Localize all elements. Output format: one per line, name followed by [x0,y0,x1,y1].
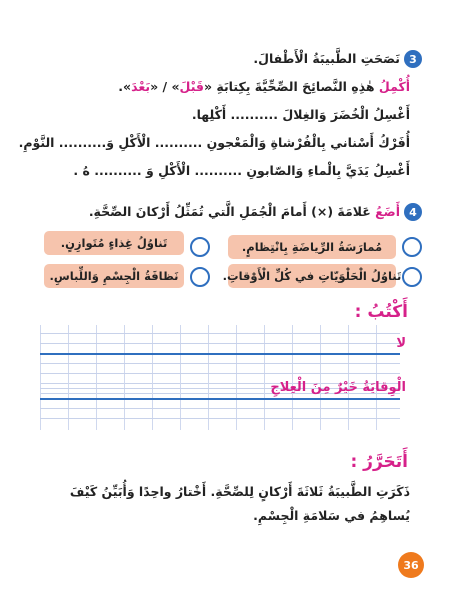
choice-4: نَظافَةُ الْجِسْمِ وَاللِّباسِ. [44,264,184,288]
instruction-separator: » / « [150,79,180,94]
express-heading: أَتَحَرَّرُ : [350,452,408,472]
instruction-text: عَلامَةَ (×) أَمامَ الْجُمَلِ الَّتي تُمَثِّلُ أَرْكانَ الصِّحَّةِ. [88,204,376,219]
write-line-1-text: لا [396,336,406,351]
sentence-3: أَغْسِلُ يَدَيَّ بِالْماءِ وَالصّابونِ .......... الْأَكْلِ وَ .......... هُ . [73,163,410,178]
express-text: ذَكَرَتِ الطَّبيبَةُ ثَلاثَةَ أَرْكانٍ لِلصِّحَّةِ. أَخْتارُ واحِدًا وَأُبَيِّنُ كَيْفَ يُساهِمُ في سَلامَةِ الْجِسْمِ. [69,484,410,523]
section4-instruction [89,203,400,221]
instruction-end: ». [118,79,132,94]
choice-radio-2[interactable] [190,237,210,257]
word-after: بَعْدَ [131,79,151,94]
instruction-verb: أُكْمِلُ [378,79,410,94]
choice-radio-4[interactable] [190,267,210,287]
choice-radio-1[interactable] [402,237,422,257]
section3-instruction [118,78,410,96]
instruction-text: هٰذِهِ النَّصائِحَ الصِّحِّيَّةَ بِكِتابَةِ « [203,79,379,94]
section3-title: نَصَحَتِ الطَّبيبَةُ الْأَطْفالَ. [253,51,400,66]
choice-radio-3[interactable] [402,267,422,287]
choice-2: تَناوُلُ غِذاءٍ مُتَوازِنٍ. [44,231,184,255]
choice-1: مُمارَسَةُ الرِّياضَةِ بِانْتِظامٍ. [228,235,396,259]
word-before: قَبْلَ [179,79,204,94]
sentence-1: أَغْسِلُ الْخُضَرَ وَالغِلالَ .......... أَكْلِها. [191,107,410,122]
exercise-number-4: 4 [404,203,422,221]
exercise-number-3: 3 [404,50,422,68]
sentence-2: أُفَرْكُ أَسْناني بِالْفُرْشاةِ وَالْمَعْجونِ .......... الْأَكْلِ وَ.......... النَّوْمِ. [18,135,410,150]
choice-3: تَناوُلُ الْحَلْوَيّاتِ في كُلِّ الْأَوْقاتِ. [228,264,396,288]
instruction-verb: أَضَعُ [375,204,400,219]
page-number: 36 [398,552,424,578]
write-heading: أَكْتُبُ : [354,302,408,322]
write-line-2-text: الْوِقايَةُ خَيْرٌ مِنَ الْعِلاجِ [270,380,406,395]
